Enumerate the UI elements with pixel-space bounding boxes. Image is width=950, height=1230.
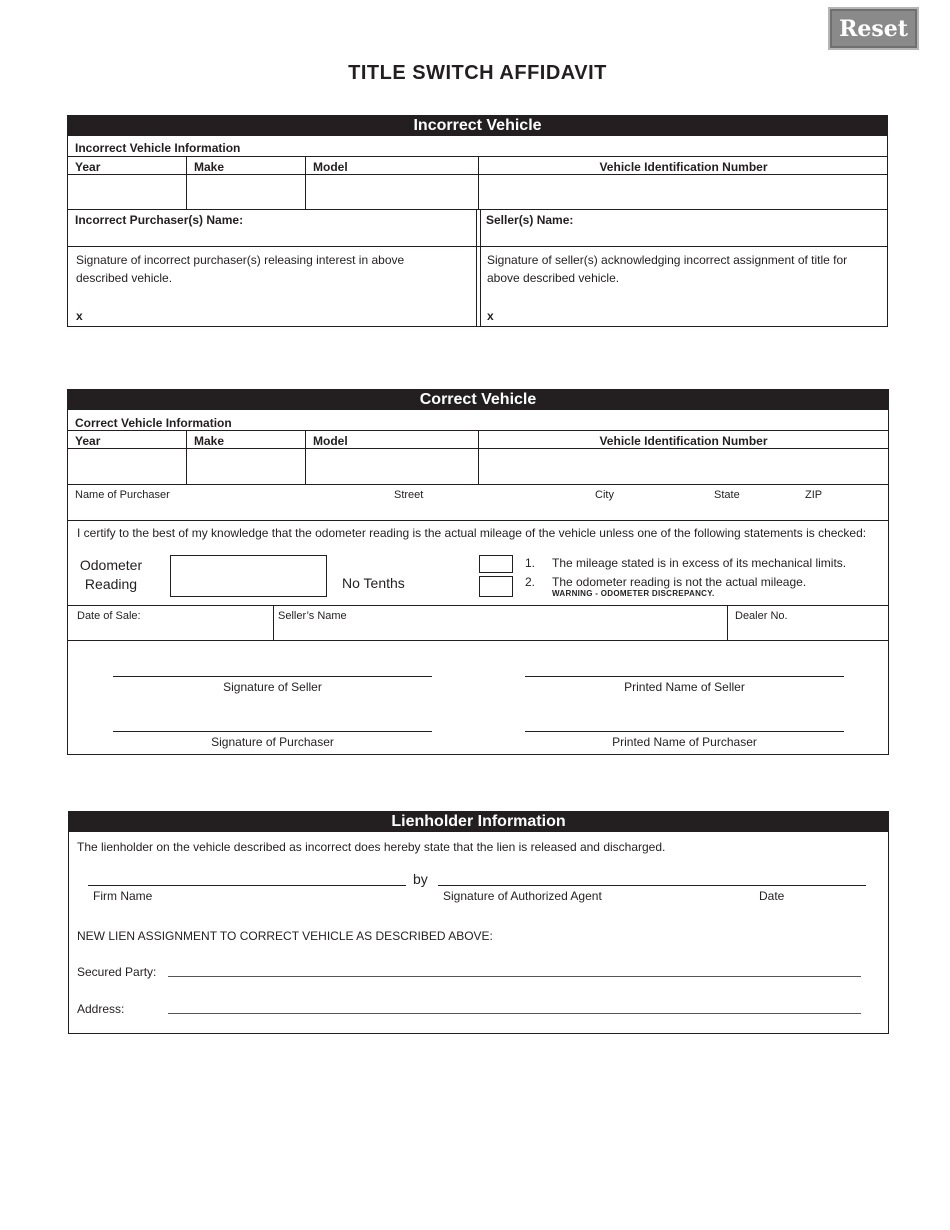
statement-1-number: 1. xyxy=(525,556,536,570)
lienholder-header: Lienholder Information xyxy=(68,811,889,832)
statement-2-text: The odometer reading is not the actual mileage. xyxy=(552,575,807,589)
divider xyxy=(67,605,889,606)
odometer-label-line2: Reading xyxy=(84,576,138,592)
printed-name-of-purchaser-label: Printed Name of Purchaser xyxy=(612,735,757,749)
signature-of-agent-label: Signature of Authorized Agent xyxy=(443,889,602,903)
divider xyxy=(478,430,479,484)
form-title: TITLE SWITCH AFFIDAVIT xyxy=(348,62,607,84)
state-label: State xyxy=(714,489,740,501)
firm-name-input[interactable] xyxy=(88,868,406,884)
address-input[interactable] xyxy=(168,997,861,1012)
correct-make-input[interactable] xyxy=(190,452,302,480)
divider xyxy=(67,484,889,485)
odometer-label-line1: Odometer xyxy=(79,557,143,573)
date-of-sale-label: Date of Sale: xyxy=(77,610,141,622)
seller-signature-line xyxy=(113,676,432,677)
purchaser-signature-line1: Signature of incorrect purchaser(s) releasing interest in above xyxy=(76,253,405,267)
divider xyxy=(67,520,889,521)
printed-purchaser-line xyxy=(525,731,844,732)
incorrect-year-input[interactable] xyxy=(70,177,182,205)
agent-signature-line xyxy=(438,885,866,886)
firm-name-label: Firm Name xyxy=(93,889,153,903)
correct-year-input[interactable] xyxy=(70,452,182,480)
dealer-no-input[interactable] xyxy=(735,624,883,638)
purchaser-signature-line xyxy=(113,731,432,732)
mechanical-limits-checkbox[interactable] xyxy=(479,555,513,573)
seller-name-label: Seller(s) Name: xyxy=(486,213,574,227)
seller-signature-text xyxy=(487,251,847,287)
divider xyxy=(305,430,306,484)
incorrect-vin-input[interactable] xyxy=(482,177,884,205)
correct-model-input[interactable] xyxy=(309,452,475,480)
divider xyxy=(273,605,274,641)
address-line xyxy=(168,1013,861,1014)
lien-released-statement: The lienholder on the vehicle described as incorrect does hereby state that the lien is released and discharged. xyxy=(77,840,666,854)
col-make-label: Make xyxy=(194,434,225,448)
street-label: Street xyxy=(394,489,424,501)
odometer-warning: WARNING - ODOMETER DISCREPANCY. xyxy=(552,589,715,598)
col-model-label: Model xyxy=(313,434,348,448)
signature-of-seller-label: Signature of Seller xyxy=(223,680,322,694)
col-year-label: Year xyxy=(75,434,101,448)
no-tenths-label: No Tenths xyxy=(342,575,405,591)
statement-2-number: 2. xyxy=(525,575,536,589)
divider xyxy=(480,209,481,327)
incorrect-model-input[interactable] xyxy=(309,177,475,205)
printed-seller-line xyxy=(525,676,844,677)
seller-name-input[interactable] xyxy=(486,228,881,244)
seller-signature-line2: above described vehicle. xyxy=(487,271,620,285)
correct-info-label: Correct Vehicle Information xyxy=(75,416,232,430)
purchaser-signature-text xyxy=(76,251,404,287)
purchaser-signature-line2: described vehicle. xyxy=(76,271,173,285)
divider xyxy=(67,640,889,641)
seller-x-mark: x xyxy=(487,309,494,323)
col-make-label: Make xyxy=(194,160,225,174)
secured-party-label: Secured Party: xyxy=(77,965,157,979)
city-label: City xyxy=(595,489,614,501)
signature-of-purchaser-label: Signature of Purchaser xyxy=(211,735,334,749)
date-of-sale-input[interactable] xyxy=(77,624,267,638)
odometer-label xyxy=(75,556,147,594)
incorrect-purchaser-label: Incorrect Purchaser(s) Name: xyxy=(75,213,244,227)
incorrect-vehicle-header: Incorrect Vehicle xyxy=(67,115,888,136)
secured-party-line xyxy=(168,976,861,977)
sellers-name-label: Seller’s Name xyxy=(278,610,347,622)
certify-text: I certify to the best of my knowledge that the odometer reading is the actual mileage of the vehicle unless one of the following statements is checked: xyxy=(77,526,867,540)
not-actual-mileage-checkbox[interactable] xyxy=(479,576,513,597)
col-vin-label: Vehicle Identification Number xyxy=(599,434,768,448)
col-vin-label: Vehicle Identification Number xyxy=(599,160,768,174)
date-label: Date xyxy=(759,889,785,903)
secured-party-input[interactable] xyxy=(168,961,861,976)
new-lien-assignment-label: NEW LIEN ASSIGNMENT TO CORRECT VEHICLE AS DESCRIBED ABOVE: xyxy=(77,929,493,943)
dealer-no-label: Dealer No. xyxy=(735,610,788,622)
odometer-reading-input[interactable] xyxy=(170,555,327,597)
correct-vehicle-header: Correct Vehicle xyxy=(67,389,889,410)
statement-1-text: The mileage stated is in excess of its mechanical limits. xyxy=(552,556,847,570)
firm-name-line xyxy=(88,885,406,886)
divider xyxy=(67,246,888,247)
zip-label: ZIP xyxy=(805,489,823,501)
sellers-name-input[interactable] xyxy=(278,624,722,638)
printed-name-of-seller-label: Printed Name of Seller xyxy=(624,680,745,694)
name-of-purchaser-label: Name of Purchaser xyxy=(75,489,170,501)
agent-signature-input[interactable] xyxy=(438,868,866,884)
divider xyxy=(476,209,477,327)
divider xyxy=(478,156,479,209)
seller-signature-line1: Signature of seller(s) acknowledging incorrect assignment of title for xyxy=(487,253,848,267)
address-label: Address: xyxy=(77,1002,125,1016)
incorrect-purchaser-input[interactable] xyxy=(75,228,470,244)
col-year-label: Year xyxy=(75,160,101,174)
col-model-label: Model xyxy=(313,160,348,174)
divider xyxy=(305,156,306,209)
divider xyxy=(727,605,728,641)
purchaser-address-input[interactable] xyxy=(75,503,883,518)
incorrect-info-label: Incorrect Vehicle Information xyxy=(75,141,241,155)
incorrect-make-input[interactable] xyxy=(190,177,302,205)
reset-button[interactable]: Reset xyxy=(828,7,919,50)
divider xyxy=(186,430,187,484)
divider xyxy=(186,156,187,209)
purchaser-x-mark: x xyxy=(76,309,83,323)
by-label: by xyxy=(413,871,428,887)
correct-vin-input[interactable] xyxy=(482,452,884,480)
divider xyxy=(67,209,888,210)
